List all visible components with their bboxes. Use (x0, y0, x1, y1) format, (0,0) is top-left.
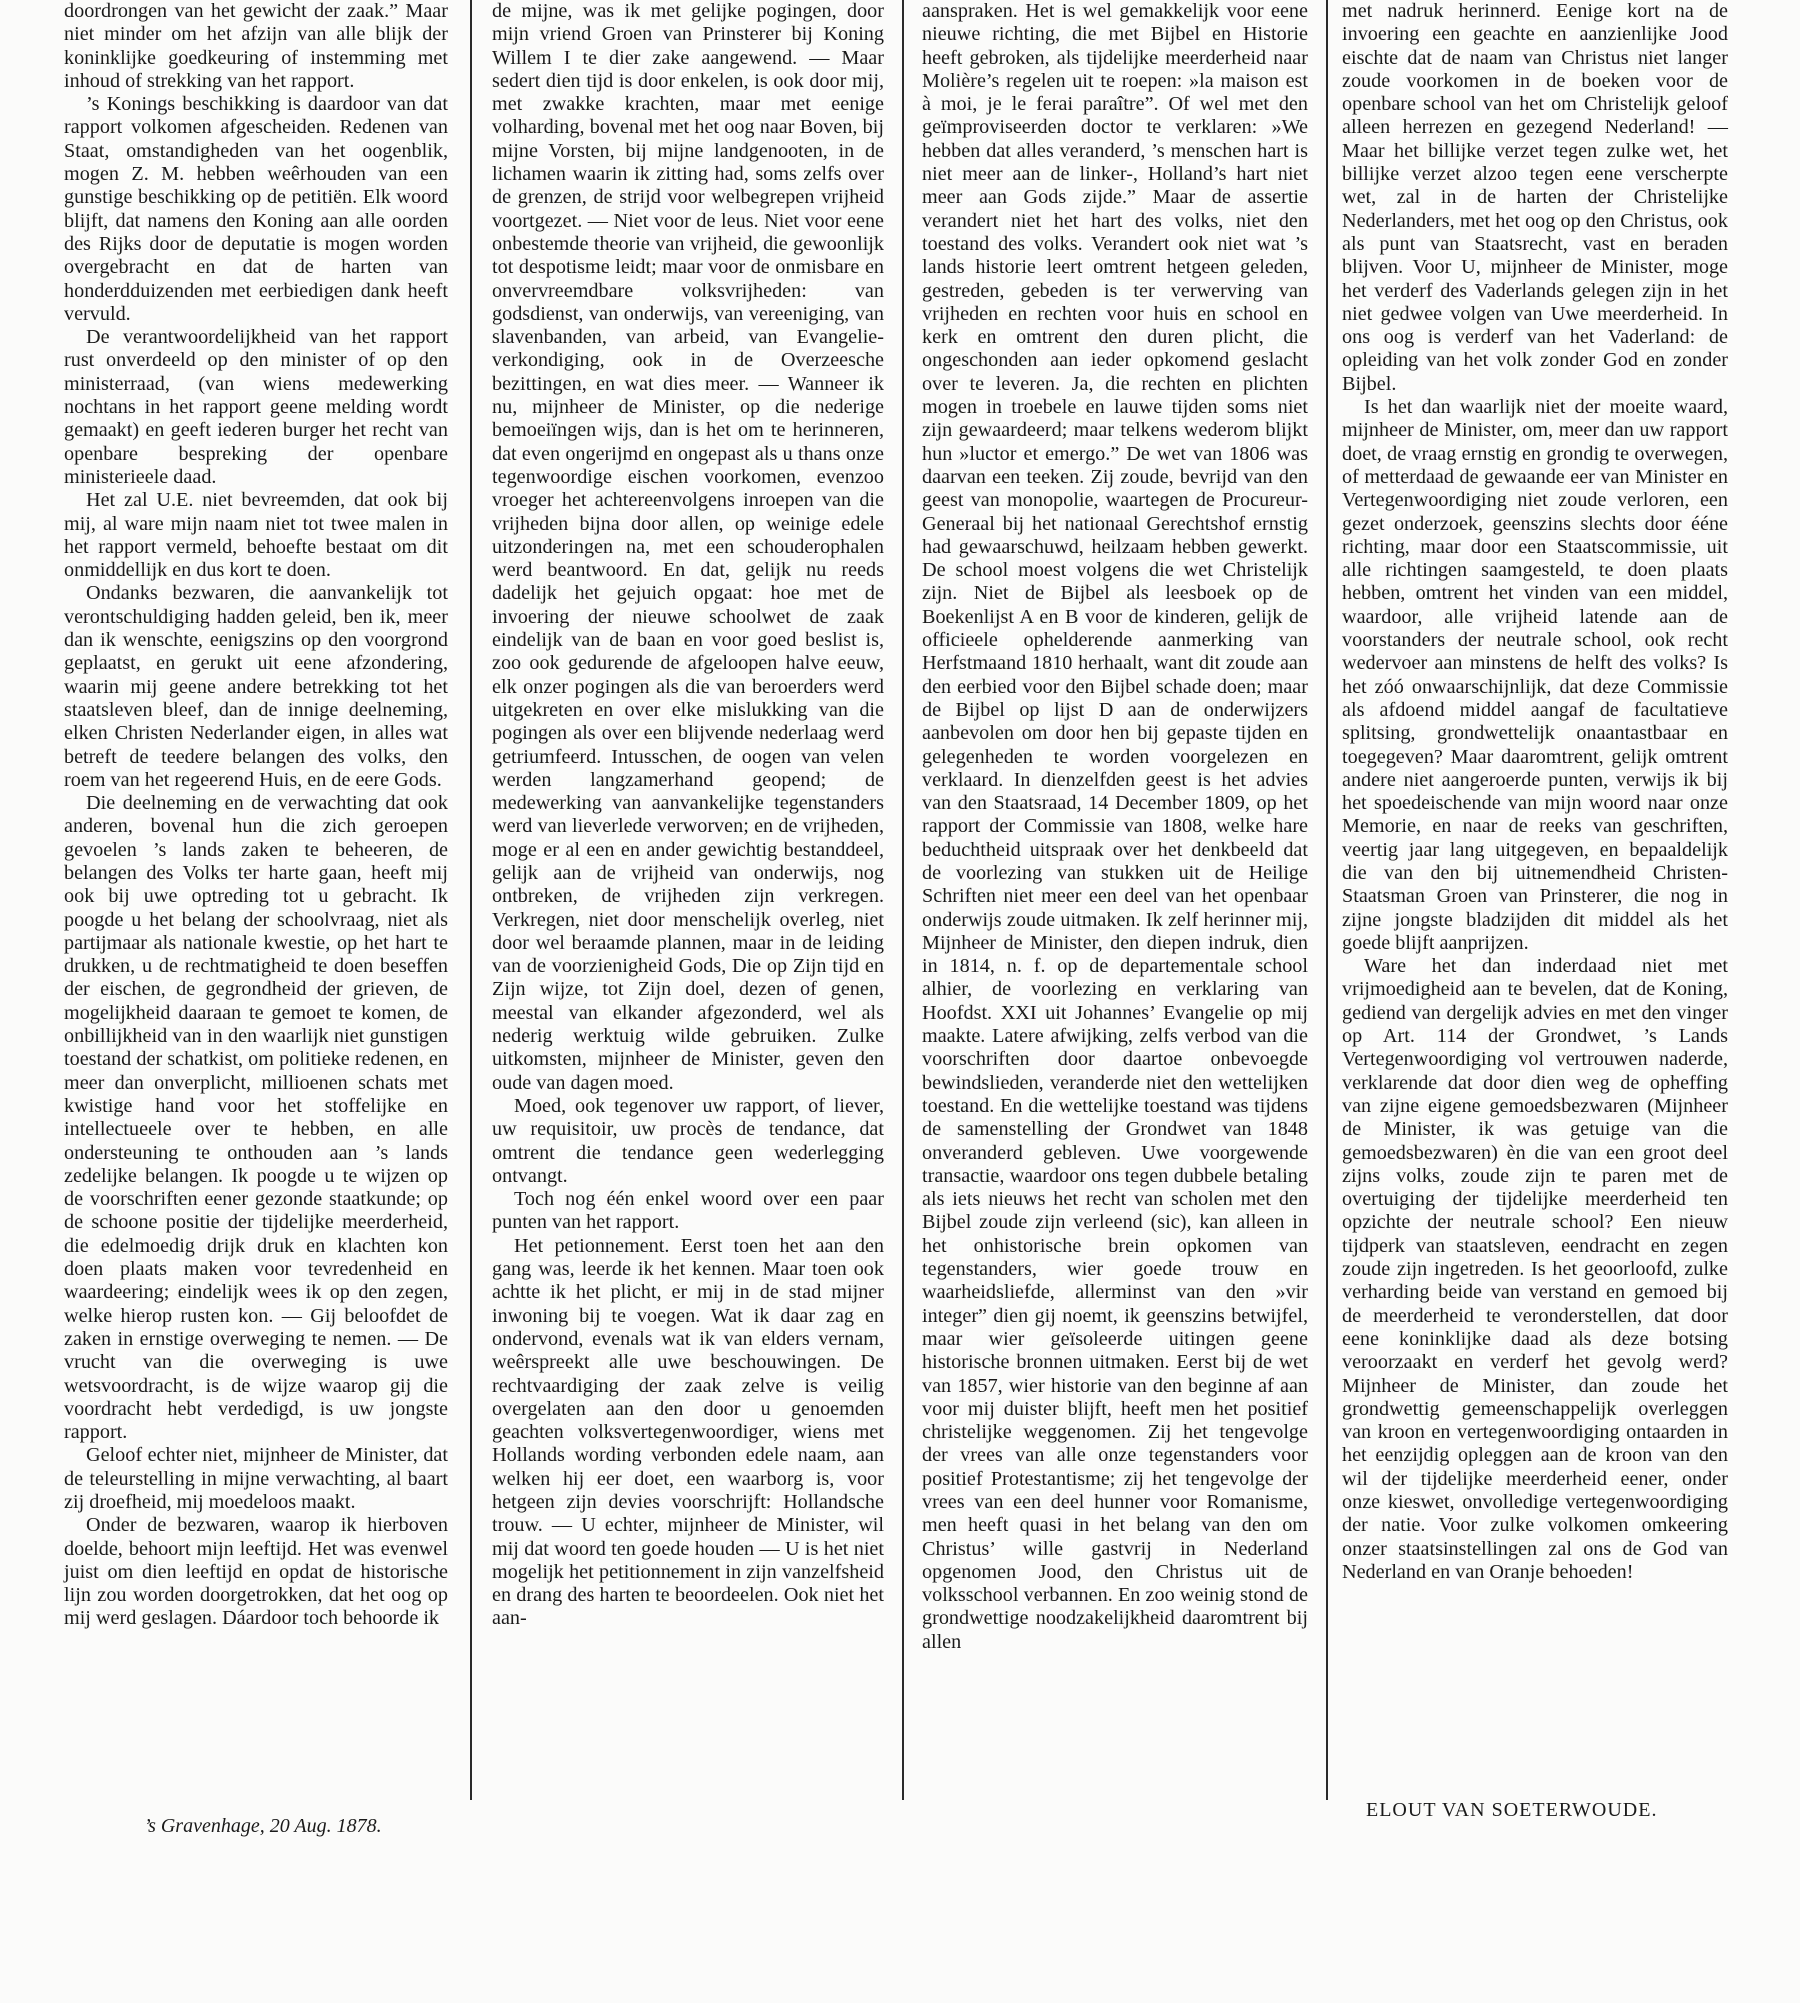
paragraph: Het petionnement. Eerst toen het aan den gang was, leerde ik het kennen. Maar toen ook achtte ik het plicht, er mij in de stad mijner inwoning bij te voegen. Wat ik daar zag en ondervond, evenals wat ik van elders vernam, weêrspreekt alle uwe beschouwingen. De rechtvaardiging der zaak zelve is veilig overgelaten aan den door u genoemden geachten volksvertegenwoordiger, wiens met Hollands wording verbonden edele naam, aan welken hij eer doet, een waarborg is, voor hetgeen zijn devies voorschrijft: Hollandsche trouw. — U echter, mijnheer de Minister, wil mij dat woord ten goede houden — U is het niet mogelijk het petitionnement in zijn vanzelfsheid en drang des harten te beoordeelen. Ook niet het aan- (492, 1234, 884, 1630)
article-column-3 (922, 0, 1308, 1654)
paragraph: De verantwoordelijkheid van het rapport rust onverdeeld op den minister of op den ministerraad, (van wiens medewerking nochtans in het rapport geene melding wordt gemaakt) en geeft iederen burger het recht van openbare bespreking der openbare ministerieele daad. (64, 326, 448, 488)
paragraph: ’s Konings beschikking is daardoor van dat rapport volkomen afgescheiden. Redenen van Staat, omstandigheden van het oogenblik, mogen Z. M. hebben weêrhouden van een gunstige beschikking op de petitiën. Elk woord blijft, dat namens den Koning aan alle oorden des Rijks door de deputatie is mogen worden overgebracht en dat de harten van honderdduizenden met eerbiedigen dank heeft vervuld. (64, 93, 448, 325)
article-column-2 (492, 0, 884, 1631)
paragraph: aanspraken. Het is wel gemakkelijk voor eene nieuwe richting, die met Bijbel en Historie heeft gebroken, als tijdelijke meerderheid naar Molière’s regelen uit te roepen: »la maison est à moi, je le ferai paraître”. Of wel met den geïmproviseerden doctor te verklaren: »We hebben dat alles veranderd, ’s menschen hart is niet meer aan de linker-, Holland’s hart niet meer aan Gods zijde.” Maar de assertie verandert niet het hart des volks, niet den toestand des volks. Verandert ook niet wat ’s lands historie leert omtrent hetgeen geleden, gestreden, gebeden is ter verwerving van vrijheden en rechten voor huis en school en kerk en omtrent den duren plicht, die ongeschonden aan ieder opkomend geslacht over te leveren. Ja, die rechten en plichten mogen in troebele en lauwe tijden soms niet zijn gewaardeerd; maar telkens wederom blijkt hun »luctor et emergo.” De wet van 1806 was daarvan een teeken. Zij zoude, bevrijd van den geest van monopolie, waartegen de Procureur-Generaal bij het nationaal Gerechtshof ernstig had gewaarschuwd, heilzaam hebben gewerkt. De school moest volgens die wet Christelijk zijn. Niet de Bijbel als leesboek op de Boekenlijst A en B voor de kinderen, gelijk de officieele ophelderende aanmerking van Herfstmaand 1810 herhaalt, want dit zoude aan den eerbied voor den Bijbel schade doen; maar de Bijbel op lijst D aan de onderwijzers aanbevolen om door hen bij gepaste tijden en gelegenheden te worden voorgelezen en verklaard. In dienzelfden geest is het advies van den Staatsraad, 14 December 1809, op het rapport der Commissie van 1808, welke hare beduchtheid uitspraak over het denkbeeld dat de voorlezing van stukken uit de Heilige Schriften niet meer een deel van het openbaar onderwijs zoude uitmaken. Ik zelf herinner mij, Mijnheer de Minister, den diepen indruk, dien in 1814, n. f. op de departementale school alhier, de voorlezing en verklaring van Hoofdst. XXI uit Johannes’ Evangelie op mij maakte. Latere afwijking, zelfs verbod van die voorschriften door daartoe onbevoegde bewindslieden, veranderde niet den wettelijken toestand. En die wettelijke toestand was tijdens de samenstelling der Grondwet van 1848 onveranderd gebleven. Uwe voorgewende transactie, waardoor ons tegen dubbele betaling als iets nieuws het recht van scholen met den Bijbel zoude zijn verleend (sic), kan alleen in het onhistorische brein opkomen van tegenstanders, wier goede trouw en waarheidsliefde, allerminst van den »vir integer” dien gij noemt, ik geenszins betwijfel, maar wier geïsoleerde uitingen geene historische bronnen uitmaken. Eerst bij de wet van 1857, wier historie van den beginne af aan voor mij duister blijft, heeft men het positief christelijke weggenomen. Zij het tengevolge der vrees van alle onze tegenstanders voor positief Protestantisme; zij het tengevolge der vrees van een deel hunner voor Romanisme, men heeft quasi in het belang van den om Christus’ wille gastvrij in Nederland opgenomen Jood, den Christus uit de volksschool verbannen. En zoo weinig stond de grondwettige noodzakelijkheid daaromtrent bij allen (922, 0, 1308, 1653)
place-and-date: ’s Gravenhage, 20 Aug. 1878. (144, 1815, 382, 1837)
column-rule (1326, 0, 1328, 1800)
paragraph: de mijne, was ik met gelijke pogingen, door mijn vriend Groen van Prinsterer bij Koning Willem I te dier zake aangewend. — Maar sedert dien tijd is door enkelen, is ook door mij, met zwakke krachten, maar met eenige volharding, bovenal met het oog naar Boven, bij mijne Vorsten, bij mijne landgenooten, in de lichamen waarin ik zitting had, soms zelfs over de grenzen, de strijd voor welbegrepen vrijheid voortgezet. — Niet voor de leus. Niet voor eene onbestemde theorie van vrijheid, die gewoonlijk tot despotisme leidt; maar voor de onmisbare en onvervreemdbare volksvrijheden: van godsdienst, van onderwijs, van vereeniging, van slavenbanden, van arbeid, van Evangelie-verkondiging, ook in de Overzeesche bezittingen, en wat dies meer. — Wanneer ik nu, mijnheer de Minister, op die nederige bemoeiïngen wijs, dan is het om te herinneren, dat even ongerijmd en ongepast als u thans onze tegenwoordige eischen voorkomen, evenzoo vroeger het achtereenvolgens inroepen van die vrijheden bijna door allen, op weinige edele uitzonderingen na, met een schouderophalen werd beantwoord. En dat, gelijk nu reeds dadelijk het gejuich opgaat: hoe met de invoering der nieuwe schoolwet de zaak eindelijk van de baan en voor goed beslist is, zoo ook gedurende de afgeloopen halve eeuw, elk onzer pogingen als die van beroerders werd uitgekreten en over elke mislukking van die pogingen als over een blijvende nederlaag werd getriumfeerd. Intusschen, de oogen van velen werden langzamerhand geopend; de medewerking van aanvankelijke tegenstanders werd van lieverlede verworven; en de vrijheden, moge er al een en ander gewichtig bestanddeel, gelijk aan de vrijheid van onderwijs, nog ontbreken, de vrijheden zijn verkregen. Verkregen, niet door menschelijk overleg, niet door wel beraamde plannen, maar in de leiding van de voorzienigheid Gods, Die op Zijn tijd en Zijn wijze, tot Zijn doel, dezen of genen, meestal van elkander afgezonderd, wel als nederig werktuig wilde gebruiken. Zulke uitkomsten, mijnheer de Minister, geven den oude van dagen moed. (492, 0, 884, 1094)
paragraph: Onder de bezwaren, waarop ik hierboven doelde, behoort mijn leeftijd. Het was evenwel juist om dien leeftijd en opdat de historische lijn zou worden doorgetrokken, dat het oog op mij werd geslagen. Dáardoor toch behoorde ik (64, 1514, 448, 1630)
column-rule (902, 0, 904, 1800)
paragraph: met nadruk herinnerd. Eenige kort na de invoering een geachte en aanzienlijke Jood eischte dat de naam van Christus niet langer zoude voorkomen in de boeken voor de openbare school van het om Christelijk geloof alleen herrezen en gezegend Nederland! — Maar het billijke verzet tegen zulke wet, het billijke verzet alzoo tegen eene verscherpte wet, zal in de harten der Christelijke Nederlanders, met het oog op den Christus, ook als punt van Staatsrecht, vast en beraden blijven. Voor U, mijnheer de Minister, moge het verderf des Vaderlands gelegen zijn in het niet gedwee volgen van Uwe meerderheid. In ons oog is verderf van het Vaderland: de opleiding van het volk zonder God en zonder Bijbel. (1342, 0, 1728, 395)
author-signature: ELOUT VAN SOETERWOUDE. (1366, 1799, 1658, 1821)
paragraph: Het zal U.E. niet bevreemden, dat ook bij mij, al ware mijn naam niet tot twee malen in het rapport vermeld, behoefte bestaat om dit onmiddellijk en dus kort te doen. (64, 489, 448, 582)
article-column-4 (1342, 0, 1728, 1584)
paragraph: Toch nog één enkel woord over een paar punten van het rapport. (492, 1188, 884, 1234)
paragraph: Is het dan waarlijk niet der moeite waard, mijnheer de Minister, om, meer dan uw rapport doet, de vraag ernstig en grondig te overwegen, of metterdaad de gewaande eer van Minister en Vertegenwoordiging niet zoude verloren, een gezet onderzoek, geenszins slechts door ééne richting, maar door een Staatscommissie, uit alle richtingen saamgesteld, te doen plaats hebben, omtrent het vinden van een middel, waardoor, alle vrijheid latende aan de voorstanders der neutrale school, ook recht wedervoer aan minstens de helft des volks? Is het zóó onwaarschijnlijk, dat deze Commissie als afdoend middel aangaf de facultatieve splitsing, grondwettelijk onaantastbaar en toegegeven? Maar daaromtrent, gelijk omtrent andere niet aangeroerde punten, verwijs ik bij het spoedeischende van mijn woord naar onze Memorie, en naar de reeks van geschriften, veertig jaar lang uitgegeven, en bepaaldelijk die van den bij uitnemendheid Christen-Staatsman Groen van Prinsterer, die nog in zijne jongste bladzijden dit middel als het goede blijft aanprijzen. (1342, 396, 1728, 954)
column-rule (470, 0, 472, 1800)
paragraph: Ondanks bezwaren, die aanvankelijk tot verontschuldiging hadden geleid, ben ik, meer dan ik wenschte, eenigszins op den voorgrond geplaatst, en gerukt uit eene afzondering, waarin mij geene andere betrekking tot het staatsleven bleef, dan de innige deelneming, elken Christen Nederlander eigen, in alles wat betreft de teedere belangen des volks, den roem van het regeerend Huis, en de eere Gods. (64, 582, 448, 791)
paragraph: Geloof echter niet, mijnheer de Minister, dat de teleurstelling in mijne verwachting, al baart zij droefheid, mij moedeloos maakt. (64, 1444, 448, 1513)
paragraph: Die deelneming en de verwachting dat ook anderen, bovenal hun die zich geroepen gevoelen ’s lands zaken te beheeren, de belangen des Volks ter harte gaan, heeft mij ook bij uwe optreding tot u gebracht. Ik poogde u het belang der schoolvraag, niet als partijmaar als nationale kwestie, op het hart te drukken, u de rechtmatigheid te doen beseffen der eischen, de gegrondheid der grieven, de mogelijkheid daaraan te gemoet te komen, de onbillijkheid van in den waarlijk niet gunstigen toestand der schatkist, om politieke redenen, en meer dan onverplicht, millioenen schats met kwistige hand voor het stoffelijke en intellectueele over te hebben, en alle ondersteuning te onthouden aan ’s lands zedelijke belangen. Ik poogde u te wijzen op de voorschriften eener gezonde staatkunde; op de schoone positie der tijdelijke meerderheid, die edelmoedig drijk druk en klachten kon doen plaats maken voor tevredenheid en waardeering; eindelijk wees ik op den zegen, welke hierop rusten kon. — Gij beloofdet de zaken in ernstige overweging te nemen. — De vrucht van die overweging is uwe wetsvoordracht, is de wijze waarop gij die voordracht hebt verdedigd, is uw jongste rapport. (64, 792, 448, 1444)
paragraph: doordrongen van het gewicht der zaak.” Maar niet minder om het afzijn van alle blijk der koninklijke goedkeuring of instemming met inhoud of strekking van het rapport. (64, 0, 448, 92)
paragraph: Ware het dan inderdaad niet met vrijmoedigheid aan te bevelen, dat de Koning, gediend van dergelijk advies en met den vinger op Art. 114 der Grondwet, ’s Lands Vertegenwoordiging vol vertrouwen naderde, verklarende dat door dien weg de opheffing van zijne eigene gemoedsbezwaren (Mijnheer de Minister, ik was getuige van die gemoedsbezwaren) èn die van een groot deel zijns volks, zoude zijn te paren met de overtuiging der tijdelijke meerderheid ten opzichte der neutrale school? Een nieuw tijdperk van staatsleven, eendracht en zegen zoude zijn ingetreden. Is het geoorloofd, zulke verharding beide van verstand en gemoed bij de meerderheid te veronderstellen, dat door eene koninklijke daad als deze botsing veroorzaakt en verderf het gevolg werd? Mijnheer de Minister, dan zoude het grondwettig gemeenschappelijk overleggen van kroon en vertegenwoordiging ontaarden in het eenzijdig opleggen aan de kroon van den wil der tijdelijke meerderheid eener, onder onze kieswet, onvolledige vertegenwoordiging der natie. Voor zulke volkomen omkeering onzer staatsinstellingen zal ons de God van Nederland en van Oranje behoeden! (1342, 955, 1728, 1583)
article-column-1 (64, 0, 448, 1631)
paragraph: Moed, ook tegenover uw rapport, of liever, uw requisitoir, uw procès de tendance, dat omtrent die tendance geen wederlegging ontvangt. (492, 1094, 884, 1187)
